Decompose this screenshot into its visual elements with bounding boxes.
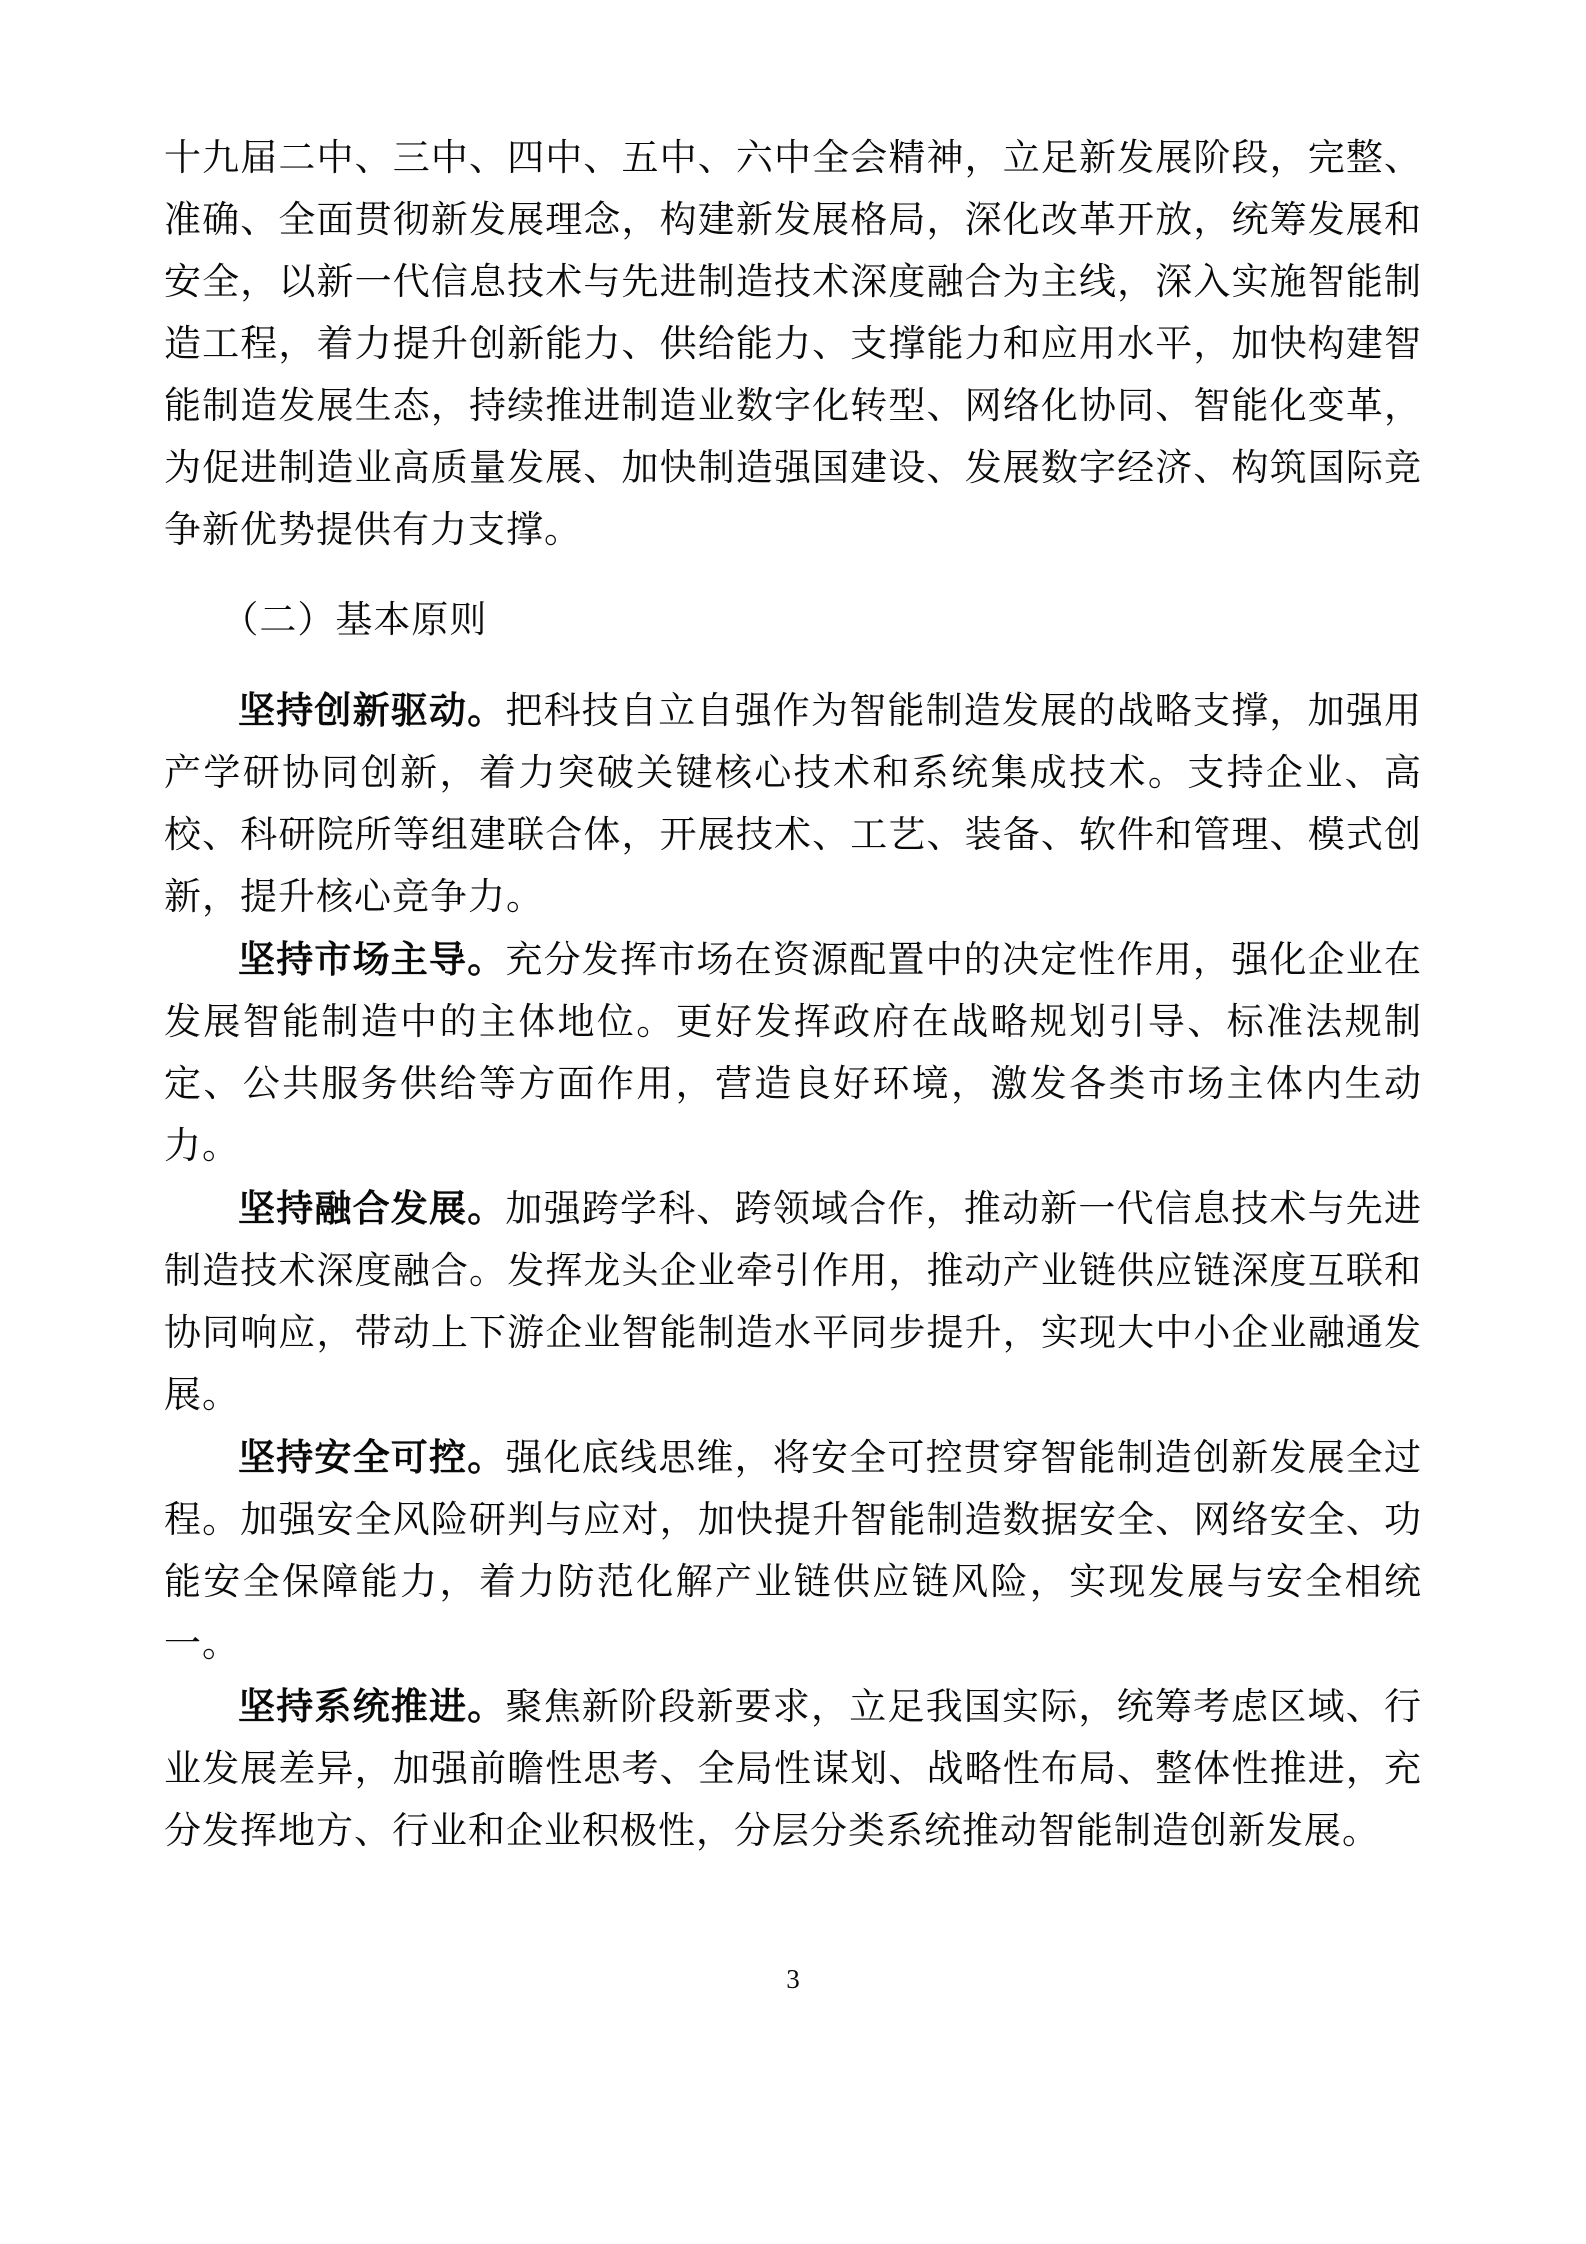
principle-paragraph — [164, 1178, 1422, 1427]
principle-lead: 坚持融合发展。 — [238, 1188, 506, 1229]
principle-paragraph — [164, 680, 1422, 929]
principle-lead: 坚持安全可控。 — [238, 1437, 506, 1478]
page-number: 3 — [786, 1964, 800, 1994]
intro-paragraph: 十九届二中、三中、四中、五中、六中全会精神，立足新发展阶段，完整、准确、全面贯彻新发展理念，构建新发展格局，深化改革开放，统筹发展和安全，以新一代信息技术与先进制造技术深度融合为主线，深入实施智能制造工程，着力提升创新能力、供给能力、支撑能力和应用水平，加快构建智能制造发展生态，持续推进制造业数字化转型、网络化协同、智能化变革，为促进制造业高质量发展、加快制造强国建设、发展数字经济、构筑国际竞争新优势提供有力支撑。 — [164, 138, 1422, 551]
principle-paragraph — [164, 929, 1422, 1178]
principle-body: 聚焦新阶段新要求，立足我国实际，统筹考虑区域、行业发展差异，加强前瞻性思考、全局性谋划、战略性布局、整体性推进，充分发挥地方、行业和企业积极性，分层分类系统推动智能制造创新发展。 — [164, 1687, 1423, 1852]
section-heading: （二）基本原则 — [221, 600, 488, 641]
principle-lead: 坚持市场主导。 — [238, 939, 506, 980]
principle-lead: 坚持系统推进。 — [238, 1686, 506, 1727]
principle-lead: 坚持创新驱动。 — [238, 690, 506, 731]
principle-paragraph — [164, 1427, 1422, 1676]
principle-body: 把科技自立自强作为智能制造发展的战略支撑，加强用产学研协同创新，着力突破关键核心技术和系统集成技术。支持企业、高校、科研院所等组建联合体，开展技术、工艺、装备、软件和管理、模式创新，提升核心竞争力。 — [164, 691, 1423, 918]
principle-paragraph — [164, 1676, 1422, 1863]
principle-body: 加强跨学科、跨领域合作，推动新一代信息技术与先进制造技术深度融合。发挥龙头企业牵引作用，推动产业链供应链深度互联和协同响应，带动上下游企业智能制造水平同步提升，实现大中小企业融通发展。 — [164, 1189, 1423, 1416]
principle-body: 强化底线思维，将安全可控贯穿智能制造创新发展全过程。加强安全风险研判与应对，加快提升智能制造数据安全、网络安全、功能安全保障能力，着力防范化解产业链供应链风险，实现发展与安全相统一。 — [164, 1438, 1423, 1665]
principle-body: 充分发挥市场在资源配置中的决定性作用，强化企业在发展智能制造中的主体地位。更好发挥政府在战略规划引导、标准法规制定、公共服务供给等方面作用，营造良好环境，激发各类市场主体内生动力。 — [164, 940, 1423, 1167]
